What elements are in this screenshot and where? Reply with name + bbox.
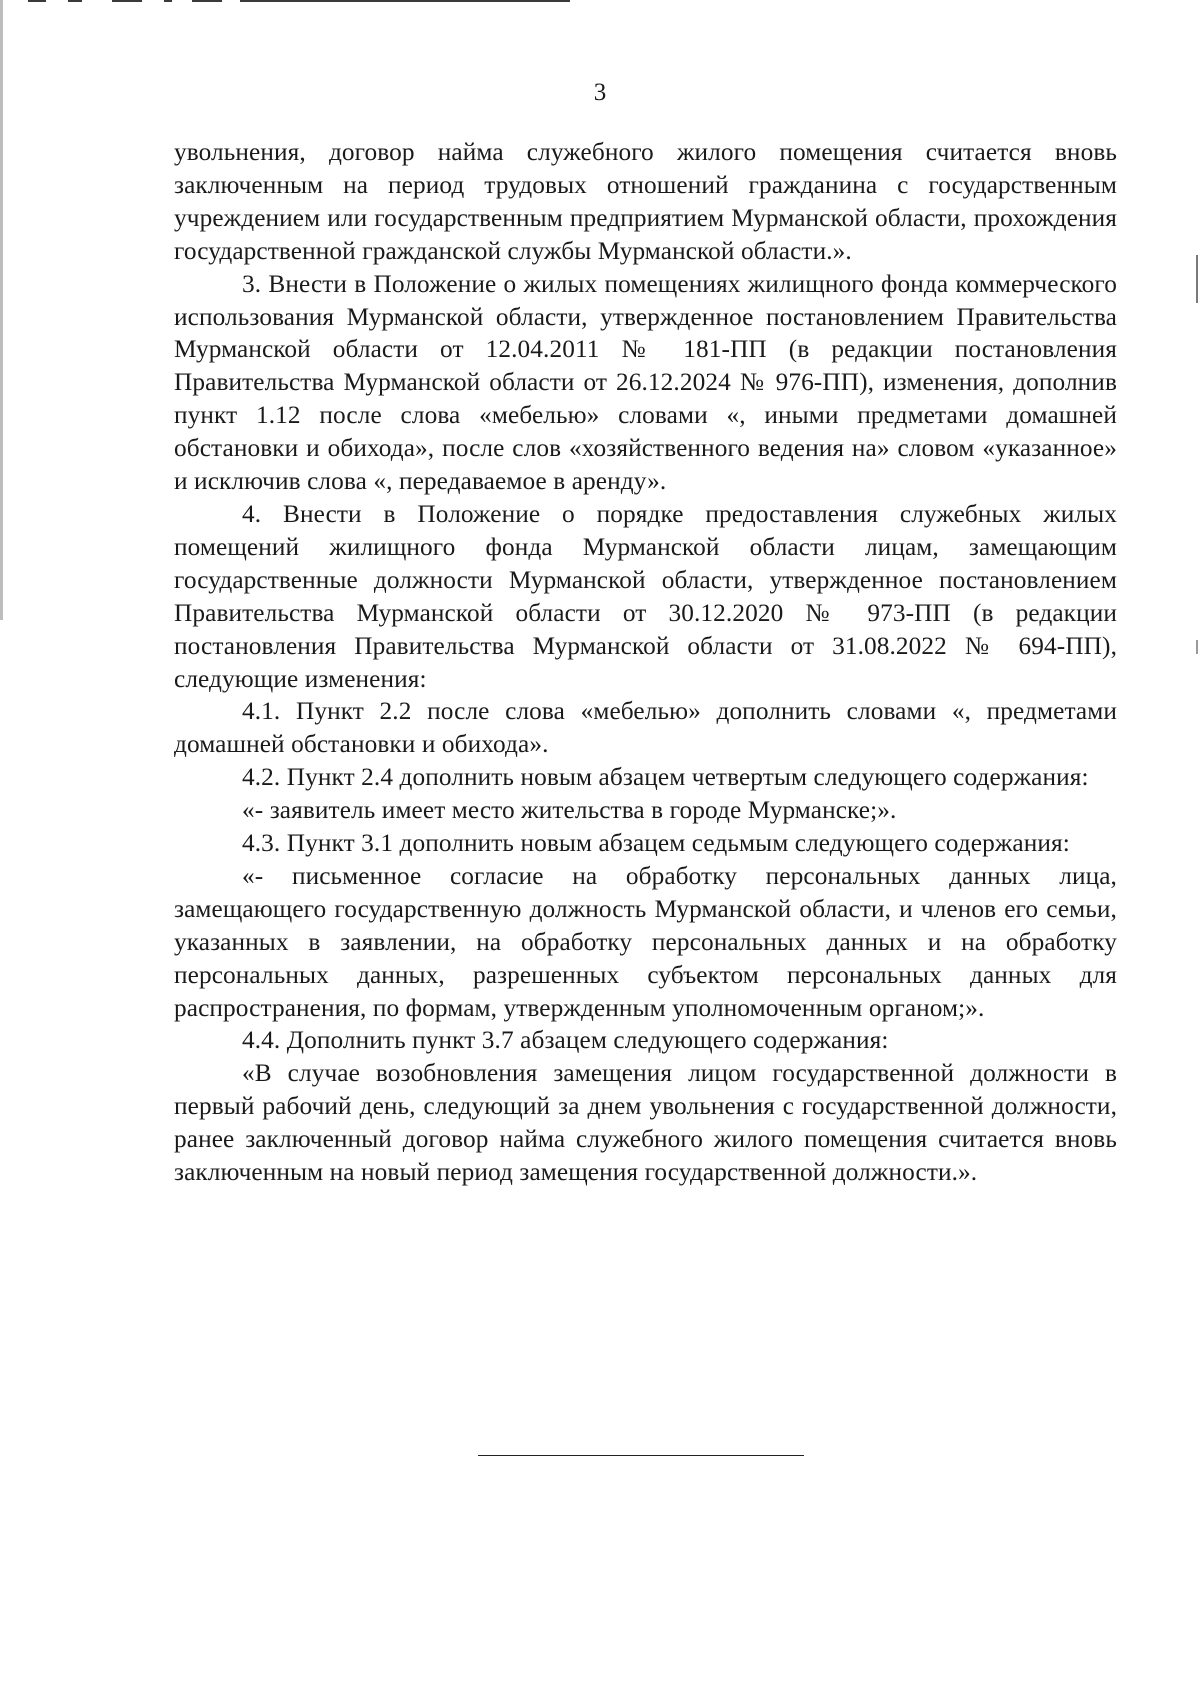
paragraph-item-4: 4. Внести в Положение о порядке предоставления служебных жилых помещений жилищного фонда Мурманской области лицам, замещающим государственные должности Мурманской области, утвержденное постановлением Правительства Мурманской области от 30.12.2020 № 973-ПП (в редакции постановления Правительства Мурманской области от 31.08.2022 № 694-ПП), следующие изменения: [174,499,1117,693]
document-body [174,136,1117,1189]
paragraph-item-4-3: 4.3. Пункт 3.1 дополнить новым абзацем седьмым следующего содержания: [242,829,1070,858]
paragraph-item-4-4-text: «В случае возобновления замещения лицом государственной должности в первый рабочий день, следующий за днем увольнения с государственной должности, ранее заключенный договор найма служебного жилого помещения считается вновь заключенным на новый период замещения государственной должности.». [174,1059,1117,1187]
scan-artifact-right-2 [1196,640,1198,654]
scan-artifact-top [0,0,1200,4]
paragraph-item-4-1: 4.1. Пункт 2.2 после слова «мебелью» дополнить словами «, предметами домашней обстановки и обихода». [174,697,1117,759]
paragraph-continuation: увольнения, договор найма служебного жилого помещения считается вновь заключенным на период трудовых отношений гражданина с государственным учреждением или государственным предприятием Мурманской области, прохождения государственной гражданской службы Мурманской области.». [174,138,1117,265]
paragraph-item-4-2: 4.2. Пункт 2.4 дополнить новым абзацем четвертым следующего содержания: [242,763,1089,792]
scan-artifact-right [1196,255,1198,303]
paragraph-item-4-2-text: «- заявитель имеет место жительства в городе Мурманске;». [242,796,897,825]
end-of-document-rule [478,1455,804,1456]
page-number: 3 [593,79,607,106]
paragraph-item-4-3-text: «- письменное согласие на обработку персональных данных лица, замещающего государственную должность Мурманской области, и членов его семьи, указанных в заявлении, на обработку персональных данных и на обработку персональных данных, разрешенных субъектом персональных данных для распространения, по формам, утвержденным уполномоченным органом;». [174,861,1117,1022]
paragraph-item-3: 3. Внести в Положение о жилых помещениях жилищного фонда коммерческого использования Мурманской области, утвержденное постановлением Правительства Мурманской области от 12.04.2011 № 181-ПП (в редакции постановления Правительства Мурманской области от 26.12.2024 № 976-ПП), изменения, дополнив пункт 1.12 после слова «мебелью» словами «, иными предметами домашней обстановки и обихода», после слов «хозяйственного ведения на» словом «указанное» и исключив слова «, передаваемое в аренду». [174,269,1117,496]
paragraph-item-4-4: 4.4. Дополнить пункт 3.7 абзацем следующего содержания: [242,1026,889,1055]
